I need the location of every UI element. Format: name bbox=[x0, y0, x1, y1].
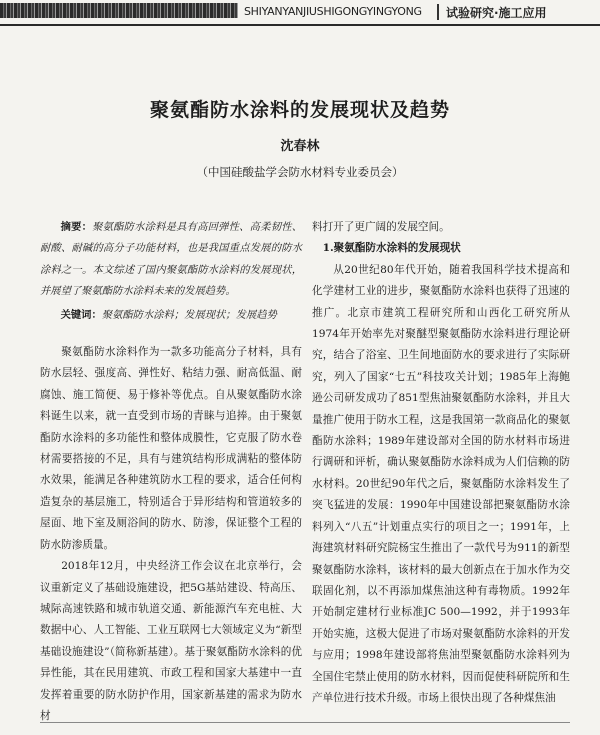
keywords bbox=[40, 305, 302, 326]
body-paragraph: 料打开了更广阔的发展空间。 bbox=[312, 221, 450, 233]
section-heading: 1.聚氨酯防水涂料的发展现状 bbox=[322, 242, 461, 255]
header-journal-pinyin: SHIYANYANJIUSHIGONGYINGYONG bbox=[244, 5, 422, 18]
body-paragraph: 聚氨酯防水涂料作为一款多功能高分子材料，具有防水层轻、强度高、弹性好、粘结力强、耐高低温、耐腐蚀、施工简便、易于修补等优点。自从聚氨酯防水涂料诞生以来，就一直受到市场的青睐与追捧。由于聚氨酯防水涂料的多功能性和整体成膜性，它克服了防水卷材需要搭接的不足，具有与建筑结构形成满粘的整体防水效果，能满足各种建筑防水工程的要求，适合任何构造复杂的基层施工，特别适合于异形结构和管道较多的屋面、地下室及厕浴间的防水、防渗，保证整个工程的防水防渗质量。 bbox=[40, 346, 302, 551]
article-title: 聚氨酯防水涂料的发展现状及趋势 bbox=[149, 99, 450, 121]
abstract-text: 聚氨酯防水涂料是具有高回弹性、高柔韧性、耐酸、耐碱的高分子功能材料，也是我国重点发展的防水涂料之一。本文综述了国内聚氨酯防水涂料的发展现状，并展望了聚氨酯防水涂料未来的发展趋势。 bbox=[40, 221, 302, 298]
keywords-label: 关键词： bbox=[60, 308, 102, 321]
header-decorative-pattern bbox=[0, 3, 238, 18]
header-divider bbox=[437, 4, 439, 20]
author-affiliation: （中国硅酸盐学会防水材料专业委员会） bbox=[196, 165, 404, 179]
left-column bbox=[40, 217, 302, 727]
right-column bbox=[312, 217, 570, 709]
journal-header bbox=[0, 0, 600, 26]
abstract-label: 摘要： bbox=[60, 221, 93, 233]
footer-divider bbox=[40, 722, 570, 723]
body-paragraph: 从20世纪80年代开始，随着我国科学技术提高和化学建材工业的进步，聚氨酯防水涂料也获得了迅速的推广。北京市建筑工程研究所和山西化工研究所从1974年开始率先对聚醚型聚氨酯防水涂料进行理论研究，结合了浴室、卫生间地面防水的要求进行了实际研究，列入了国家“七五”科技攻关计划；1985年上海鲍逊公司研发成功了851型焦油聚氨酯防水涂料，并且大量推广使用于防水工程，这是我国第一款商品化的聚氨酯防水涂料；1989年建设部对全国的防水材料市场进行调研和评析，确认聚氨酯防水涂料成为人们信赖的防水材料。20世纪90年代之后，聚氨酯防水涂料发生了突飞猛进的发展：1990年中国建设部把聚氨酯防水涂料列入“八五”计划重点实行的项目之一；1991年，上海建筑材料研究院杨宝生推出了一款代号为911的新型聚氨酯防水涂料，该材料的最大创新点在于加水作为交联固化剂，以不再添加煤焦油这种有毒物质。1992年开始制定建材行业标准JC 500—1992，并于1993年开始实施，这极大促进了市场对聚氨酯防水涂料的开发与应用；1998年建设部将焦油型聚氨酯防水涂料列为全国住宅禁止使用的防水材料，因而促使科研院所和生产单位进行技术升级。市场上很快出现了各种煤焦油 bbox=[312, 263, 570, 704]
abstract bbox=[40, 217, 302, 303]
keywords-text: 聚氨酯防水涂料；发展现状；发展趋势 bbox=[101, 308, 277, 321]
article-author: 沈春林 bbox=[280, 139, 320, 154]
header-section-name: 试验研究·施工应用 bbox=[446, 6, 547, 20]
body-paragraph: 2018年12月，中央经济工作会议在北京举行，会议重新定义了基础设施建设，把5G基站建设、特高压、城际高速铁路和城市轨道交通、新能源汽车充电桩、大数据中心、人工智能、工业互联网七大领域定义为“新型基础设施建设”（简称新基建）。基于聚氨酯防水涂料的优异性能，其在民用建筑、市政工程和国家大基建中一直发挥着重要的防水防护作用，国家新基建的需求为防水材 bbox=[40, 560, 302, 722]
